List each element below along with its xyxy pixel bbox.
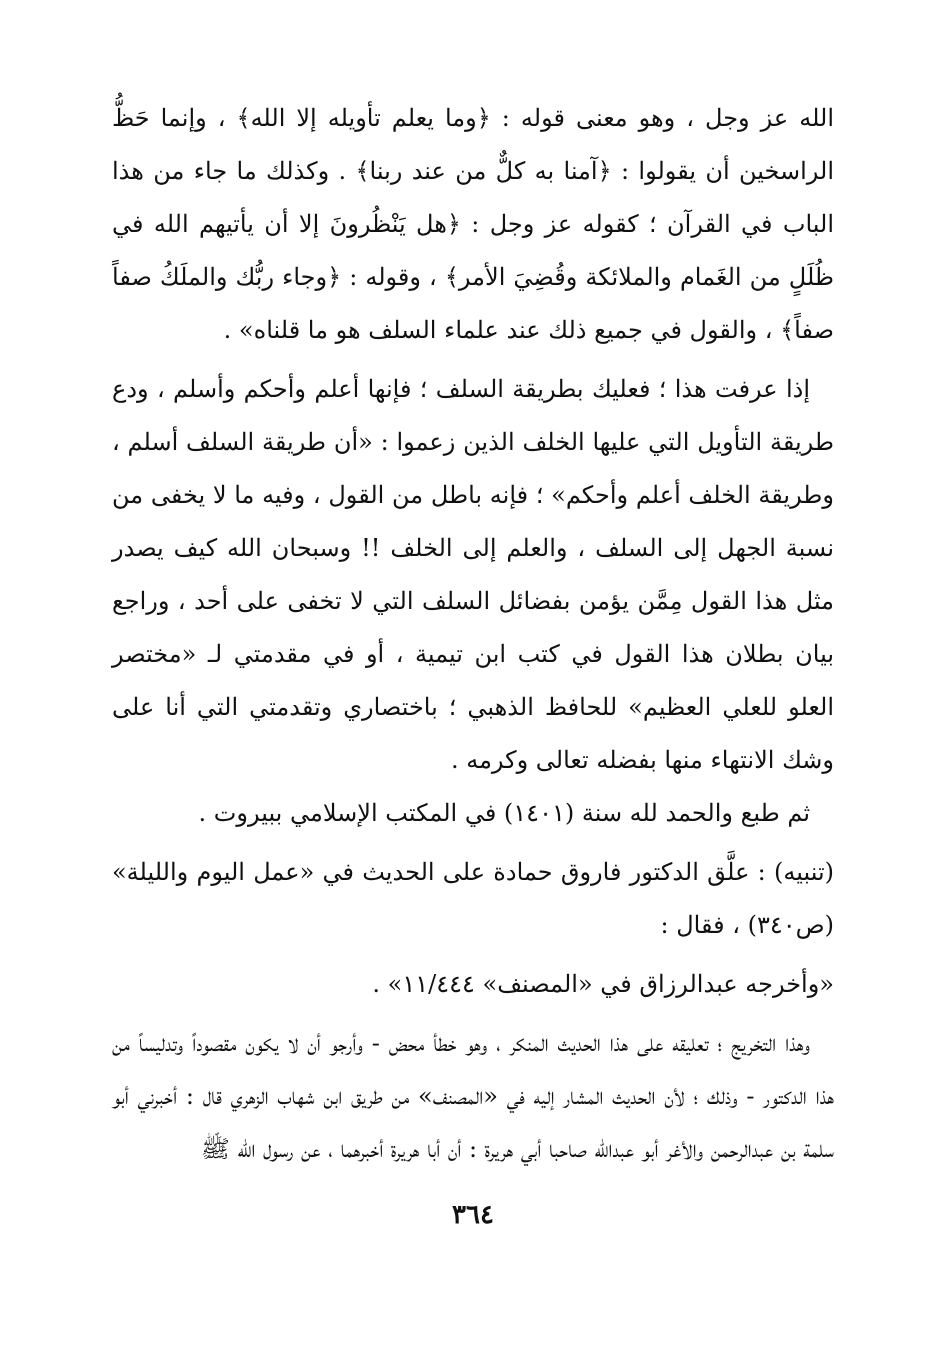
paragraph-takhrij-critique: وهذا التخريج ؛ تعليقه على هذا الحديث المنكر ، وهو خطأ محض - وأرجو أن لا يكون مقصوداً وتدليساً من هذا الدكتور - وذلك ؛ لأن الحديث المشار إليه في «المصنف» من طريق ابن شهاب الزهري قال : أخبرني أبو سلمة بن عبدالرحمن والأغر أبو عبدالله صاحبا أبي هريرة : أن أبا هريرة أخبرهما ، عن رسول الله ﷺ — [112, 1029, 835, 1163]
paragraph-quote-end: الله عز وجل ، وهو معنى قوله : ﴿وما يعلم تأويله إلا الله﴾ ، وإنما حَظُّ الراسخين أن يقولوا : ﴿آمنا به كلٌّ من عند ربنا﴾ . وكذلك ما جاء من هذا الباب في القرآن ؛ كقوله عز وجل : ﴿هل يَنْظُرونَ إلا أن يأتيهم الله في ظُلَلٍ من الغَمام والملائكة وقُضِيَ الأمر﴾ ، وقوله : ﴿وجاء ربُّك والملَكُ صفاً صفاً﴾ ، والقول في جميع ذلك عند علماء السلف هو ما قلناه» . — [112, 104, 834, 344]
paragraph-salaf-method: إذا عرفت هذا ؛ فعليك بطريقة السلف ؛ فإنها أعلم وأحكم وأسلم ، ودع طريقة التأويل التي عليها الخلف الذين زعموا : «أن طريقة السلف أسلم ، وطريقة الخلف أعلم وأحكم» ؛ فإنه باطل من القول ، وفيه ما لا يخفى من نسبة الجهل إلى السلف ، والعلم إلى الخلف !! وسبحان الله كيف يصدر مثل هذا القول مِمَّن يؤمن بفضائل السلف التي لا تخفى على أحد ، وراجع بيان بطلان هذا القول في كتب ابن تيمية ، أو في مقدمتي لـ «مختصر العلو للعلي العظيم» للحافظ الذهبي ؛ باختصاري وتقدمتي التي أنا على وشك الانتهاء منها بفضله تعالى وكرمه . — [112, 375, 834, 774]
paragraph-printing-note: ثم طبع والحمد لله سنة (١٤٠١) في المكتب الإسلامي ببيروت . — [198, 799, 810, 827]
page-number: ٣٦٤ — [452, 1200, 494, 1230]
page-body — [112, 92, 834, 1176]
paragraph-takhrij-quote: «وأخرجه عبدالرزاق في «المصنف» ١١/٤٤٤» . — [372, 970, 834, 998]
paragraph-notice: (تنبيه) : علَّق الدكتور فاروق حمادة على الحديث في «عمل اليوم والليلة» (ص٣٤٠) ، فقال : — [112, 858, 834, 939]
